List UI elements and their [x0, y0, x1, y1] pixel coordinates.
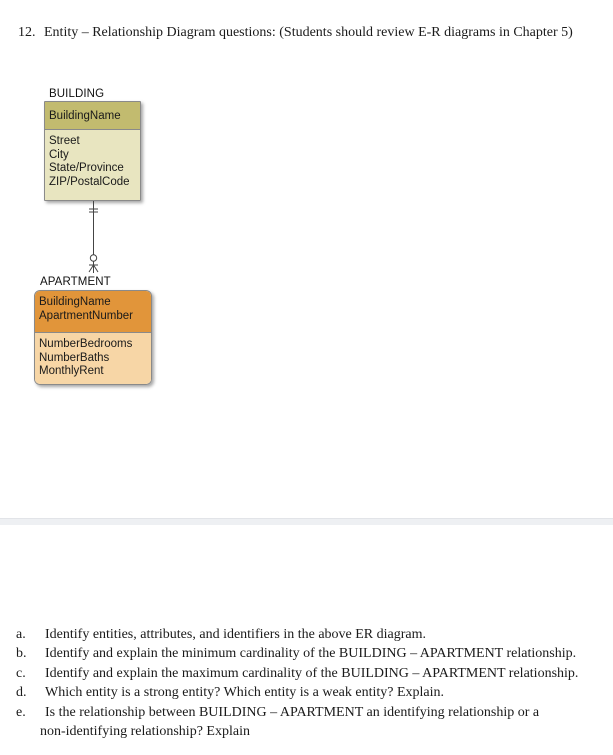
- question-text: Is the relationship between BUILDING – APARTMENT an identifying relationship or a: [45, 704, 540, 720]
- list-item: [16, 683, 611, 702]
- list-marker: b.: [16, 646, 27, 662]
- apartment-identifier: BuildingName: [39, 296, 111, 308]
- question-heading: [18, 25, 573, 41]
- building-attribute: Street: [49, 135, 80, 147]
- question-heading-text: Entity – Relationship Diagram questions: (Students should review E-R diagrams in Chapter 5): [44, 25, 573, 40]
- building-attribute: ZIP/PostalCode: [49, 175, 130, 188]
- building-attributes-section: [45, 130, 140, 200]
- optional-circle: [90, 255, 96, 261]
- list-marker: e.: [16, 704, 26, 720]
- apartment-identifier: ApartmentNumber: [39, 309, 133, 322]
- question-text: Identify and explain the minimum cardinality of the BUILDING – APARTMENT relationship.: [45, 646, 577, 662]
- crows-foot-right: [94, 265, 99, 272]
- list-marker: d.: [16, 685, 27, 701]
- building-attribute: State/Province: [49, 162, 124, 174]
- question-text: Which entity is a strong entity? Which entity is a weak entity? Explain.: [45, 685, 445, 701]
- building-identifier-section: [45, 102, 140, 130]
- apartment-identifier-section: [35, 291, 151, 333]
- apartment-entity-title: APARTMENT: [40, 276, 111, 288]
- building-entity-title: BUILDING: [49, 88, 105, 100]
- apartment-attribute: NumberBaths: [39, 351, 110, 364]
- apartment-entity: [34, 290, 152, 385]
- apartment-attribute: NumberBedrooms: [39, 338, 133, 350]
- list-item: [16, 703, 611, 722]
- relationship-connector: [80, 201, 110, 275]
- page-separator: [0, 518, 613, 525]
- building-entity: [44, 101, 141, 201]
- list-item: [16, 644, 611, 663]
- apartment-attribute: MonthlyRent: [39, 365, 104, 377]
- crows-foot-left: [89, 265, 94, 272]
- question-text: Identify and explain the maximum cardinality of the BUILDING – APARTMENT relationship.: [45, 665, 579, 681]
- list-marker: c.: [16, 665, 26, 681]
- building-identifier: BuildingName: [49, 110, 121, 122]
- list-marker: a.: [16, 627, 26, 642]
- building-attribute: City: [49, 148, 69, 161]
- list-item: [16, 625, 611, 644]
- question-text: Identify entities, attributes, and identifiers in the above ER diagram.: [45, 627, 427, 642]
- question-list: [16, 625, 611, 741]
- list-item: [16, 664, 611, 683]
- apartment-attributes-section: [35, 333, 151, 384]
- list-item-continuation: non-identifying relationship? Explain: [40, 724, 250, 740]
- question-number: 12.: [18, 25, 36, 40]
